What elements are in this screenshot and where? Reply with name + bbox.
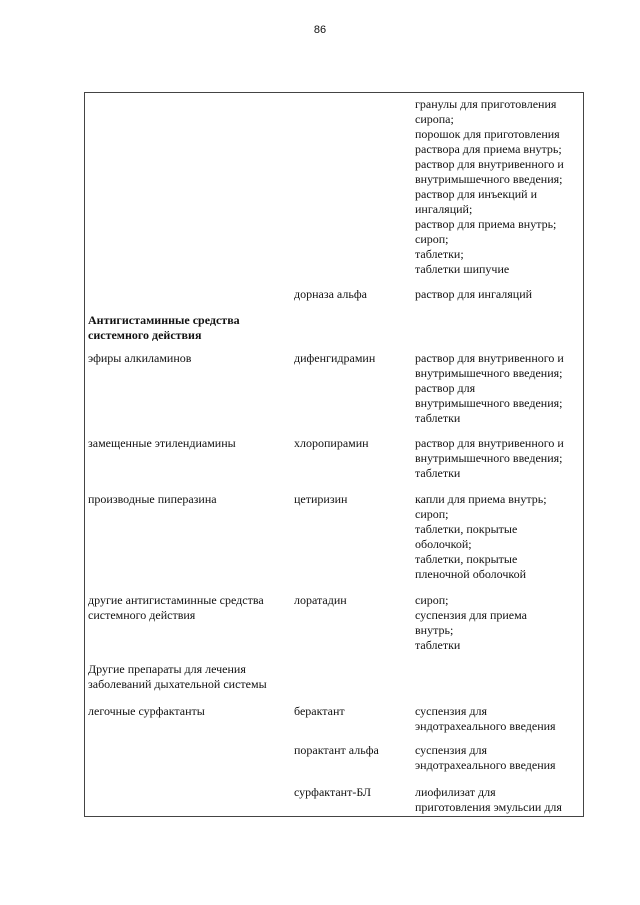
drug-name-cell: лоратадин [294,593,347,607]
group-heading-cell: Другие препараты для лечения заболеваний дыхательной системы [88,662,267,691]
dosage-form-cell: лиофилизат для приготовления эмульсии для [415,785,562,814]
group-cell: легочные сурфактанты [88,704,205,718]
drug-name-cell: берактант [294,704,345,718]
dosage-form-cell: суспензия для эндотрахеального введения [415,704,556,733]
drug-name-cell: порактант альфа [294,743,379,757]
group-cell: эфиры алкиламинов [88,351,192,365]
group-cell: замещенные этилендиамины [88,436,236,450]
drug-name-cell: хлоропирамин [294,436,369,450]
drug-name-cell: сурфактант-БЛ [294,785,372,799]
dosage-form-cell: капли для приема внутрь; сироп; таблетки, покрытые оболочкой; таблетки, покрытые пленочной оболочкой [415,492,547,581]
drug-name-cell: дифенгидрамин [294,351,376,365]
drug-name-cell: дорназа альфа [294,287,367,301]
dosage-form-cell: суспензия для эндотрахеального введения [415,743,556,772]
group-cell: другие антигистаминные средства системного действия [88,593,264,622]
dosage-form-cell: сироп; суспензия для приема внутрь; таблетки [415,593,527,652]
group-cell: производные пиперазина [88,492,217,506]
drug-name-cell: цетиризин [294,492,348,506]
dosage-form-cell: гранулы для приготовления сиропа; порошок для приготовления раствора для приема внутрь; раствор для внутривенного и внутримышечного введения; раствор для инъекций и ингаляций; раствор для приема внутрь; сироп; таблетки; таблетки шипучие [415,97,564,276]
dosage-form-cell: раствор для ингаляций [415,287,533,301]
dosage-form-cell: раствор для внутривенного и внутримышечного введения; таблетки [415,436,564,480]
page-number: 86 [313,24,327,36]
dosage-form-cell: раствор для внутривенного и внутримышечного введения; раствор для внутримышечного введения; таблетки [415,351,564,425]
group-heading-cell: Антигистаминные средства системного действия [88,313,240,342]
